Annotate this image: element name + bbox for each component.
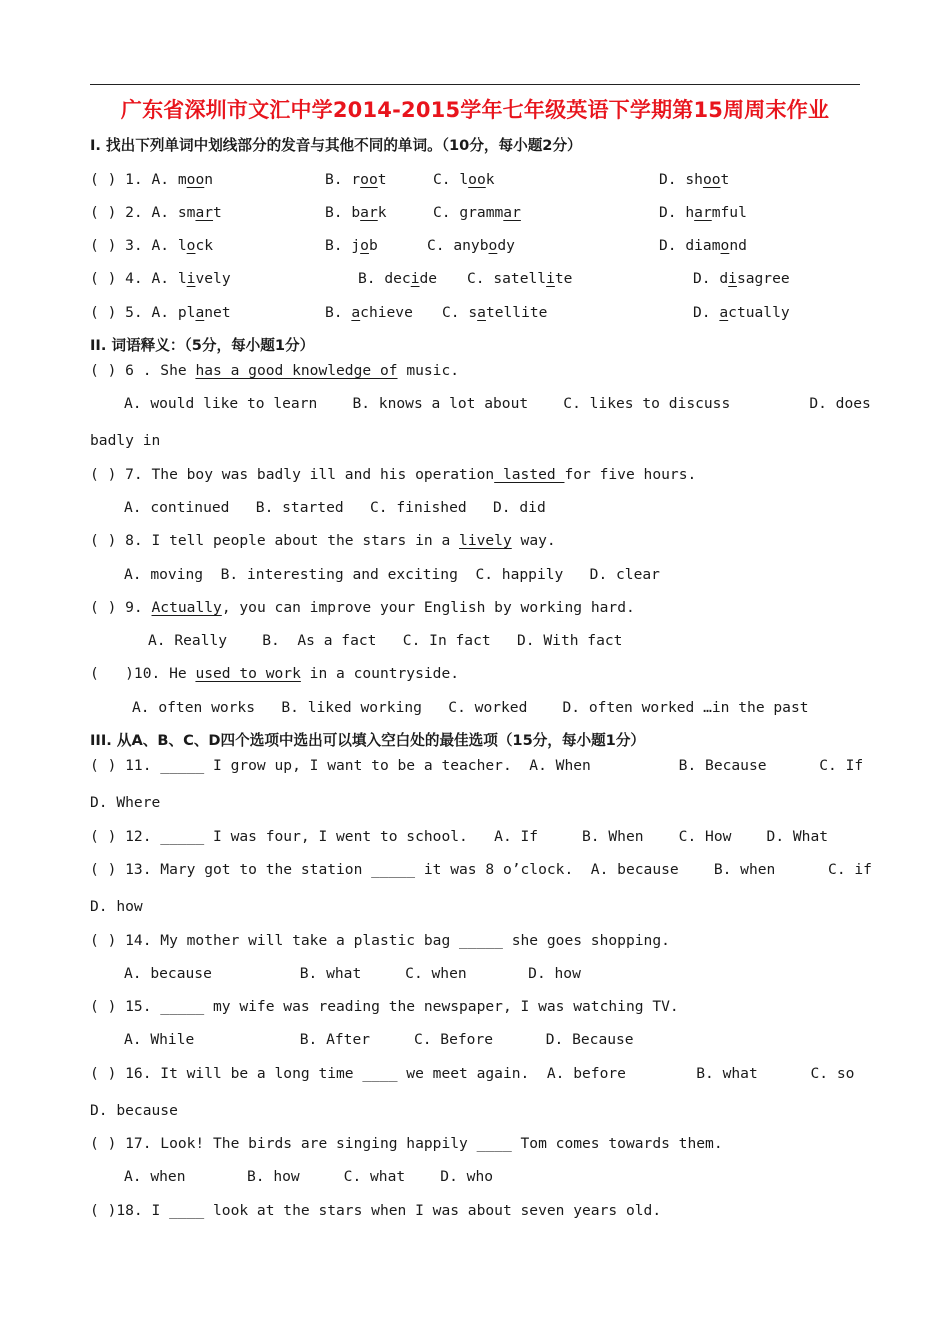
question-9-options: A. Really B. As a fact C. In fact D. With fact bbox=[148, 632, 623, 649]
question-10-options: A. often works B. liked working C. worked D. often worked …in the past bbox=[132, 699, 809, 716]
question-3-option-c: C. anybody bbox=[427, 237, 515, 254]
section-3-line: ( ) 12. _____ I was four, I went to school. A. If B. When C. How D. What bbox=[90, 828, 829, 845]
question-6-options: A. would like to learn B. knows a lot about C. likes to discuss D. does bbox=[124, 395, 871, 412]
question-4-option-a: ( ) 4. A. lively bbox=[90, 270, 231, 287]
question-7-options: A. continued B. started C. finished D. did bbox=[124, 499, 546, 516]
question-10: ( )10. He used to work in a countryside. bbox=[90, 665, 460, 682]
section-3-line: A. when B. how C. what D. who bbox=[124, 1168, 494, 1185]
question-8: ( ) 8. I tell people about the stars in a lively way. bbox=[90, 532, 556, 549]
question-3-option-d: D. diamond bbox=[659, 237, 747, 254]
underlined-phrase: lasted bbox=[494, 466, 565, 483]
question-2-option-d: D. harmful bbox=[659, 204, 747, 221]
section-3-line: ( ) 15. _____ my wife was reading the newspaper, I was watching TV. bbox=[90, 998, 679, 1015]
question-3-option-b: B. job bbox=[325, 237, 378, 254]
question-6: ( ) 6 . She has a good knowledge of music. bbox=[90, 362, 460, 379]
section-1-heading: I. 找出下列单词中划线部分的发音与其他不同的单词。（10分，每小题2分） bbox=[90, 137, 582, 154]
section-3-line: D. Where bbox=[90, 794, 161, 811]
page-title: 广东省深圳市文汇中学2014-2015学年七年级英语下学期第15周周末作业 bbox=[120, 98, 830, 122]
section-3-line: ( ) 17. Look! The birds are singing happily ____ Tom comes towards them. bbox=[90, 1135, 723, 1152]
section-3-line: ( ) 14. My mother will take a plastic bag _____ she goes shopping. bbox=[90, 932, 670, 949]
question-4-option-b: B. decide bbox=[358, 270, 438, 287]
question-9: ( ) 9. Actually, you can improve your English by working hard. bbox=[90, 599, 635, 616]
question-5-option-d: D. actually bbox=[693, 304, 790, 321]
section-3-line: ( ) 16. It will be a long time ____ we meet again. A. before B. what C. so bbox=[90, 1065, 855, 1082]
question-5-option-c: C. satellite bbox=[442, 304, 548, 321]
section-3-line: ( ) 11. _____ I grow up, I want to be a teacher. A. When B. Because C. If bbox=[90, 757, 864, 774]
question-1-option-b: B. root bbox=[325, 171, 387, 188]
question-8-options: A. moving B. interesting and exciting C. happily D. clear bbox=[124, 566, 660, 583]
question-1-option-c: C. look bbox=[433, 171, 495, 188]
section-3-heading: III. 从A、B、C、D四个选项中选出可以填入空白处的最佳选项（15分，每小题1分） bbox=[90, 732, 646, 749]
section-3-line: ( ) 13. Mary got to the station _____ it was 8 o’clock. A. because B. when C. if bbox=[90, 861, 872, 878]
underlined-phrase: has a good knowledge of bbox=[195, 362, 398, 379]
question-2-option-a: ( ) 2. A. smart bbox=[90, 204, 222, 221]
top-rule bbox=[90, 84, 860, 85]
question-7: ( ) 7. The boy was badly ill and his operation lasted for five hours. bbox=[90, 466, 697, 483]
section-3-line: D. how bbox=[90, 898, 143, 915]
question-5-option-b: B. achieve bbox=[325, 304, 413, 321]
question-2-option-c: C. grammar bbox=[433, 204, 521, 221]
section-3-line: ( )18. I ____ look at the stars when I was about seven years old. bbox=[90, 1202, 662, 1219]
question-1-option-d: D. shoot bbox=[659, 171, 730, 188]
underlined-phrase: lively bbox=[459, 532, 512, 549]
question-3-option-a: ( ) 3. A. lock bbox=[90, 237, 214, 254]
section-3-line: A. While B. After C. Before D. Because bbox=[124, 1031, 634, 1048]
question-1-option-a: ( ) 1. A. moon bbox=[90, 171, 214, 188]
section-3-line: D. because bbox=[90, 1102, 178, 1119]
question-4-option-d: D. disagree bbox=[693, 270, 790, 287]
section-3-line: A. because B. what C. when D. how bbox=[124, 965, 581, 982]
question-4-option-c: C. satellite bbox=[467, 270, 573, 287]
underlined-phrase: Actually bbox=[151, 599, 222, 616]
question-6-options-wrap: badly in bbox=[90, 432, 161, 449]
question-5-option-a: ( ) 5. A. planet bbox=[90, 304, 231, 321]
section-2-heading: II. 词语释义：（5分，每小题1分） bbox=[90, 337, 315, 354]
underlined-phrase: used to work bbox=[195, 665, 301, 682]
question-2-option-b: B. bark bbox=[325, 204, 387, 221]
